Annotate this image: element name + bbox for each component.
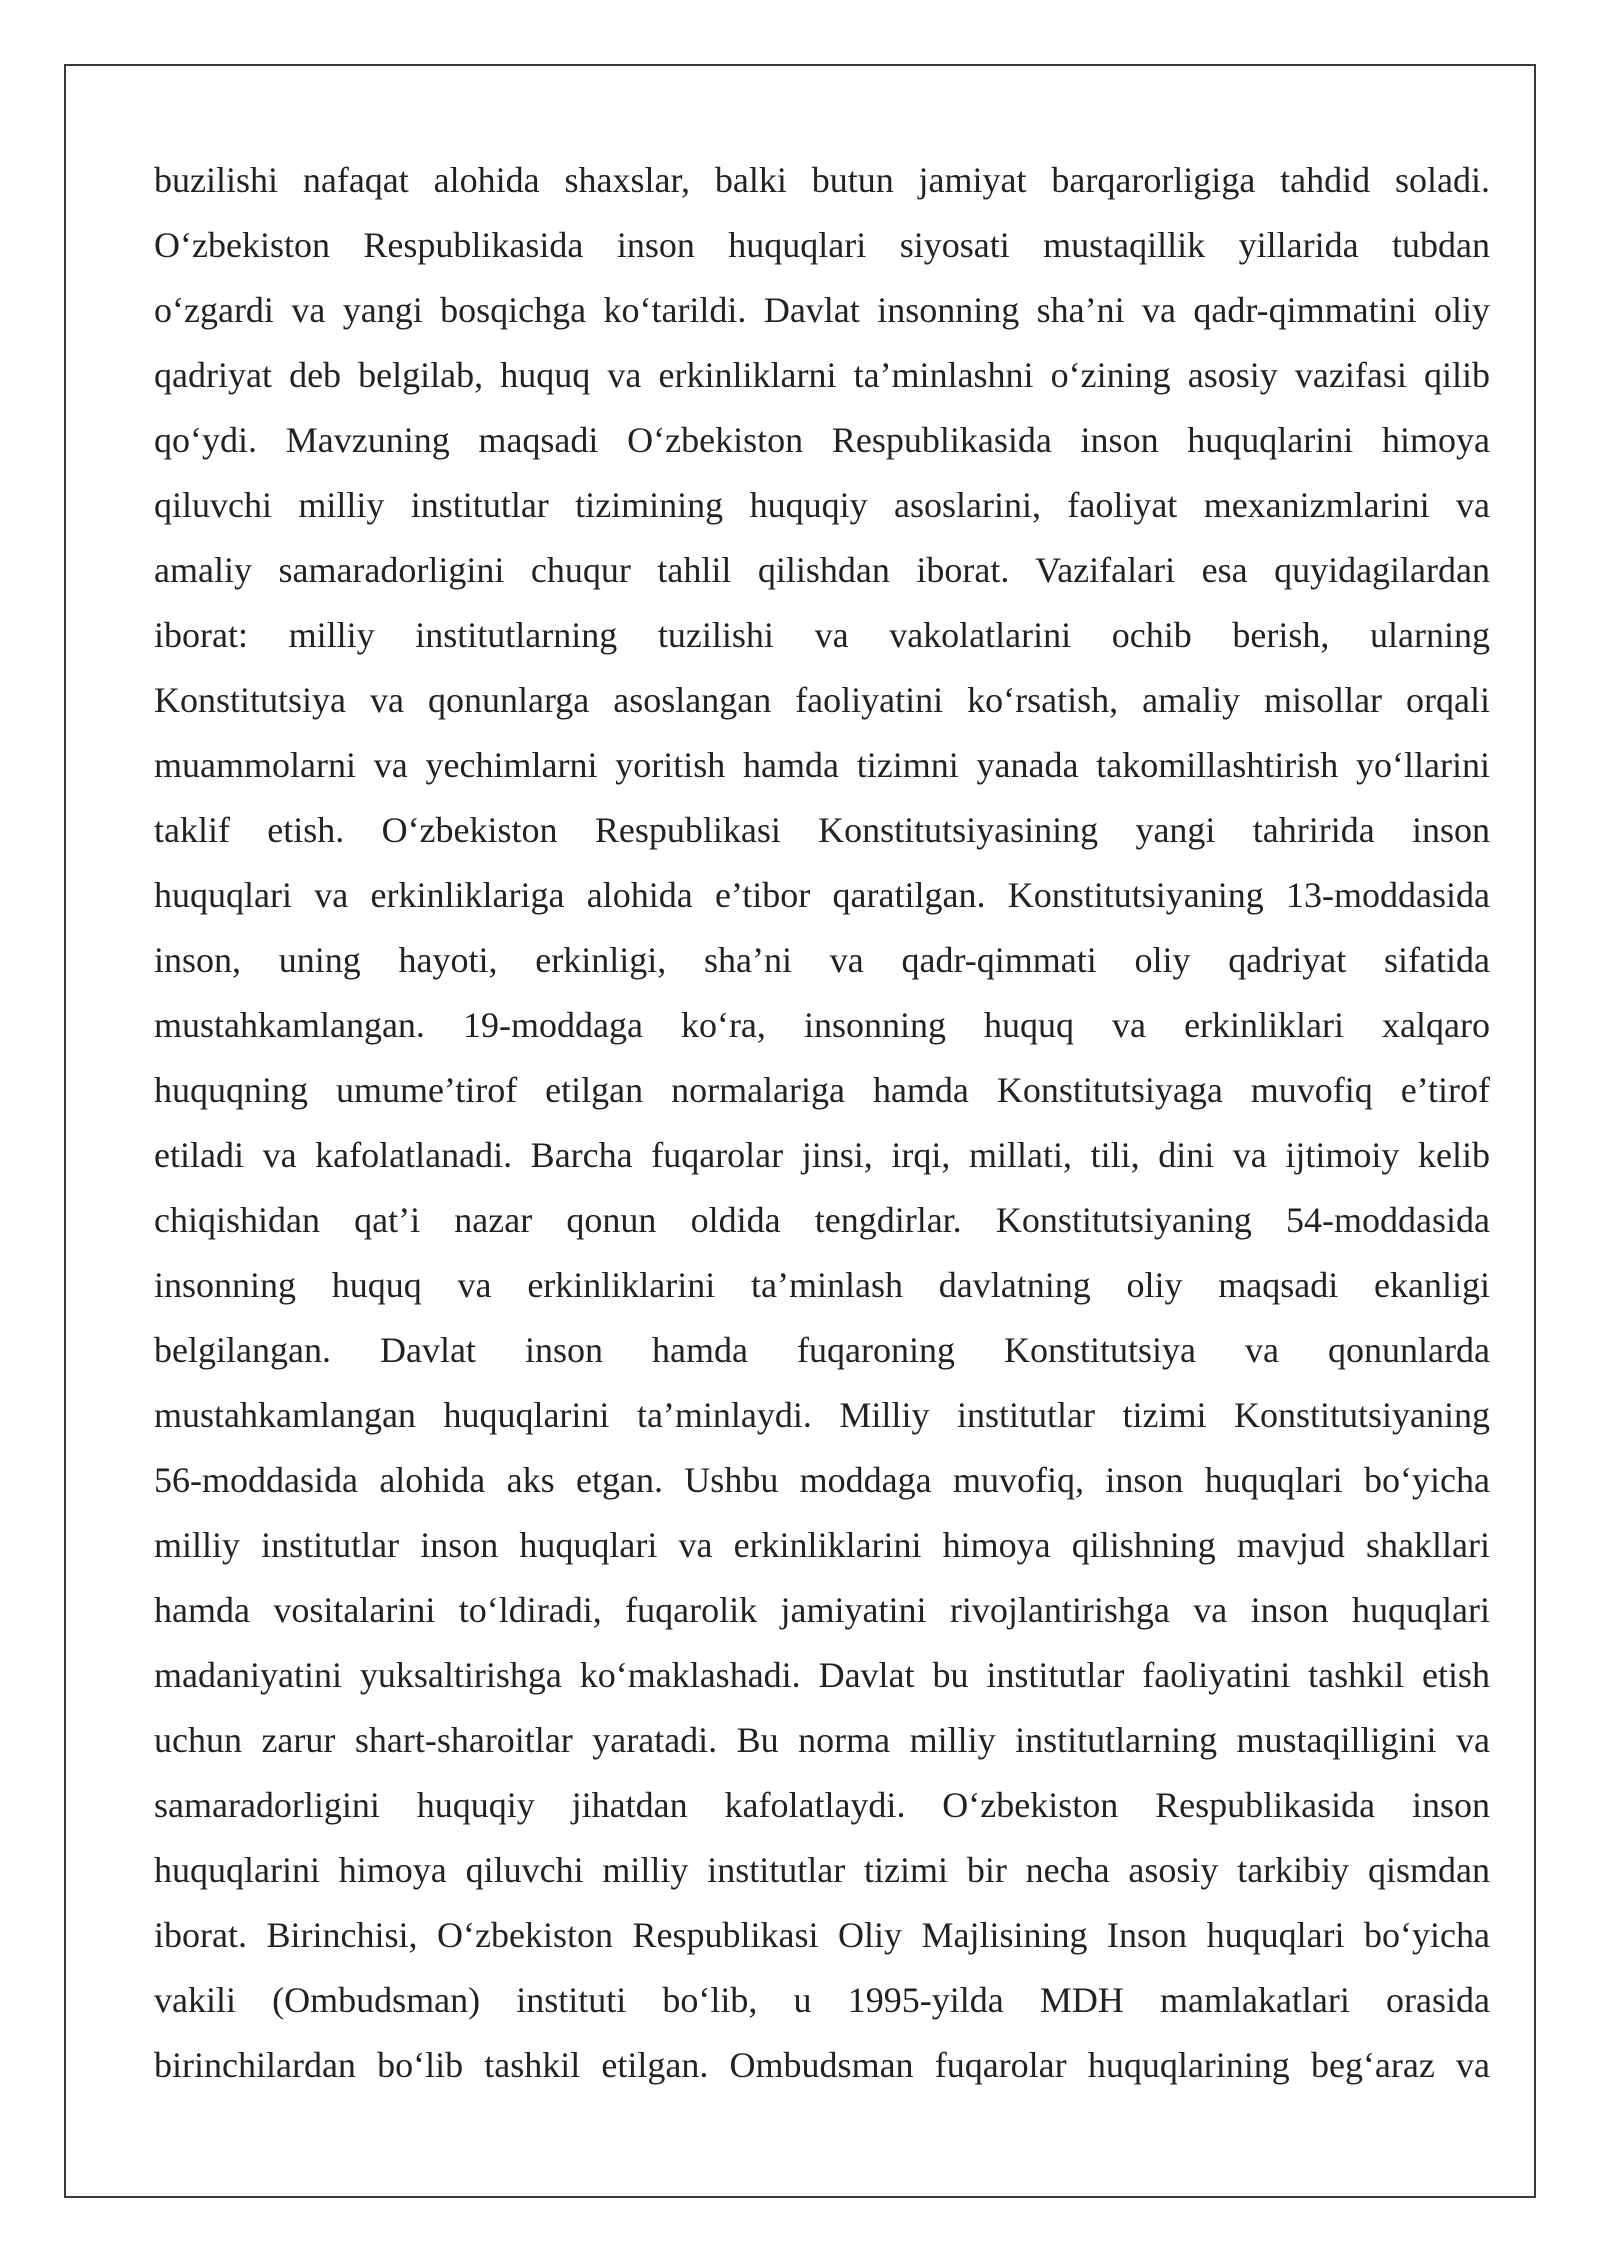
text-line: inson, uning hayoti, erkinligi, sha’ni va qadr-qimmati oliy qadriyat sifatida (154, 940, 1490, 980)
text-line: O‘zbekiston Respublikasida inson huquqlari siyosati mustaqillik yillarida tubdan (154, 225, 1490, 265)
text-line: madaniyatini yuksaltirishga ko‘maklashadi. Davlat bu institutlar faoliyatini tashkil etish (154, 1655, 1490, 1695)
text-line: o‘zgardi va yangi bosqichga ko‘tarildi. Davlat insonning sha’ni va qadr-qimmatini oliy (154, 290, 1490, 330)
text-line: amaliy samaradorligini chuqur tahlil qilishdan iborat. Vazifalari esa quyidagilardan (154, 550, 1490, 590)
text-line: vakili (Ombudsman) instituti bo‘lib, u 1995-yilda MDH mamlakatlari orasida (154, 1980, 1490, 2020)
text-line: samaradorligini huquqiy jihatdan kafolatlaydi. O‘zbekiston Respublikasida inson (154, 1785, 1490, 1825)
body-text (154, 148, 1490, 2098)
text-line: huquqning umume’tirof etilgan normalariga hamda Konstitutsiyaga muvofiq e’tirof (154, 1070, 1490, 1110)
text-line: buzilishi nafaqat alohida shaxslar, balki butun jamiyat barqarorligiga tahdid soladi. (154, 160, 1490, 200)
text-line: taklif etish. O‘zbekiston Respublikasi Konstitutsiyasining yangi tahririda inson (154, 810, 1490, 850)
text-line: qo‘ydi. Mavzuning maqsadi O‘zbekiston Respublikasida inson huquqlarini himoya (154, 420, 1490, 460)
text-line: chiqishidan qat’i nazar qonun oldida tengdirlar. Konstitutsiyaning 54-moddasida (154, 1200, 1490, 1240)
text-line: etiladi va kafolatlanadi. Barcha fuqarolar jinsi, irqi, millati, tili, dini va ijtimoiy kelib (154, 1135, 1490, 1175)
text-line: insonning huquq va erkinliklarini ta’minlash davlatning oliy maqsadi ekanligi (154, 1265, 1490, 1305)
text-line: mustahkamlangan huquqlarini ta’minlaydi. Milliy institutlar tizimi Konstitutsiyaning (154, 1395, 1490, 1435)
text-line: Konstitutsiya va qonunlarga asoslangan faoliyatini ko‘rsatish, amaliy misollar orqali (154, 680, 1490, 720)
text-line: huquqlarini himoya qiluvchi milliy institutlar tizimi bir necha asosiy tarkibiy qismdan (154, 1850, 1490, 1890)
text-line: 56-moddasida alohida aks etgan. Ushbu moddaga muvofiq, inson huquqlari bo‘yicha (154, 1460, 1490, 1500)
text-line: huquqlari va erkinliklariga alohida e’tibor qaratilgan. Konstitutsiyaning 13-moddasida (154, 875, 1490, 915)
text-line: hamda vositalarini to‘ldiradi, fuqarolik jamiyatini rivojlantirishga va inson huquqlari (154, 1590, 1490, 1630)
text-line: uchun zarur shart-sharoitlar yaratadi. Bu norma milliy institutlarning mustaqilligini va (154, 1720, 1490, 1760)
text-line: birinchilardan bo‘lib tashkil etilgan. Ombudsman fuqarolar huquqlarining beg‘araz va (154, 2045, 1490, 2085)
text-line: belgilangan. Davlat inson hamda fuqaroning Konstitutsiya va qonunlarda (154, 1330, 1490, 1370)
text-line: iborat: milliy institutlarning tuzilishi va vakolatlarini ochib berish, ularning (154, 615, 1490, 655)
text-line: muammolarni va yechimlarni yoritish hamda tizimni yanada takomillashtirish yo‘llarini (154, 745, 1490, 785)
text-line: qiluvchi milliy institutlar tizimining huquqiy asoslarini, faoliyat mexanizmlarini va (154, 485, 1490, 525)
text-line: iborat. Birinchisi, O‘zbekiston Respublikasi Oliy Majlisining Inson huquqlari bo‘yicha (154, 1915, 1490, 1955)
text-line: qadriyat deb belgilab, huquq va erkinliklarni ta’minlashni o‘zining asosiy vazifasi qilib (154, 355, 1490, 395)
text-line: mustahkamlangan. 19-moddaga ko‘ra, insonning huquq va erkinliklari xalqaro (154, 1005, 1490, 1045)
text-line: milliy institutlar inson huquqlari va erkinliklarini himoya qilishning mavjud shakllari (154, 1525, 1490, 1565)
